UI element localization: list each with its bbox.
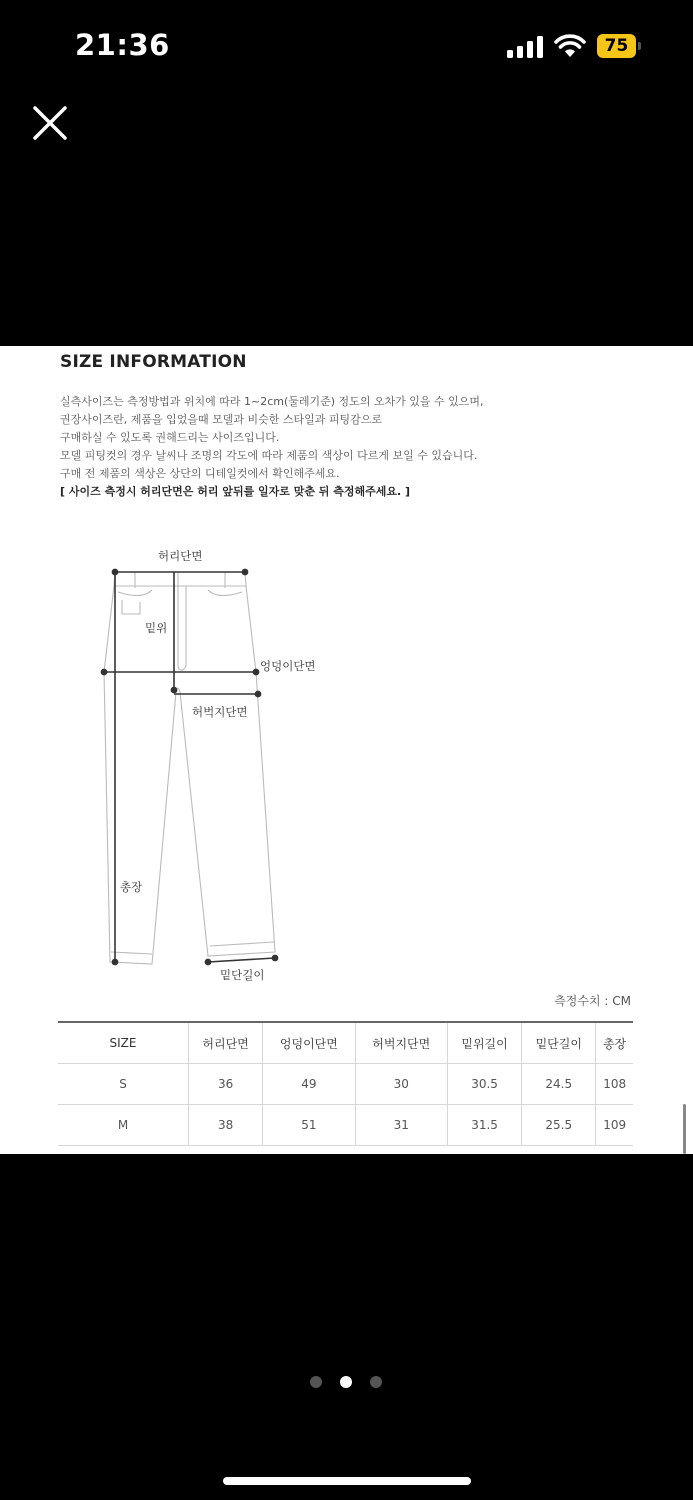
signal-icon <box>507 34 545 58</box>
status-bar <box>0 0 693 90</box>
description-line: 모델 피팅컷의 경우 날씨나 조명의 각도에 따라 제품의 색상이 다르게 보일 수 있습니다. <box>60 449 478 462</box>
description-line: 실측사이즈는 측정방법과 위치에 따라 1~2cm(둘레기준) 정도의 오차가 있을 수 있으며, <box>60 395 484 408</box>
table-header: SIZE <box>58 1022 189 1064</box>
status-time: 21:36 <box>75 28 170 62</box>
description-line: 구매하실 수 있도록 권해드리는 사이즈입니다. <box>60 431 280 444</box>
pants-illustration <box>90 542 350 992</box>
table-cell: 51 <box>263 1105 355 1146</box>
table-header-row <box>58 1022 633 1064</box>
description-line: 구매 전 제품의 색상은 상단의 디테일컷에서 확인해주세요. <box>60 467 340 480</box>
battery-icon <box>597 34 641 58</box>
table-cell: M <box>58 1105 189 1146</box>
close-icon[interactable] <box>30 103 70 143</box>
label-rise: 밑위 <box>145 621 168 635</box>
size-info-description <box>60 393 484 501</box>
label-hem: 밑단길이 <box>220 968 265 982</box>
table-cell: 38 <box>189 1105 263 1146</box>
table-row <box>58 1105 633 1146</box>
page-dot[interactable] <box>310 1376 322 1388</box>
page-dot-active[interactable] <box>340 1376 352 1388</box>
table-header: 엉덩이단면 <box>263 1022 355 1064</box>
battery-level: 75 <box>597 34 636 58</box>
page-dot[interactable] <box>370 1376 382 1388</box>
table-cell: 49 <box>263 1064 355 1105</box>
pants-diagram <box>90 542 350 992</box>
unit-label: 측정수치 : CM <box>554 994 631 1008</box>
table-row <box>58 1064 633 1105</box>
table-header: 밑단길이 <box>522 1022 596 1064</box>
table-cell: 108 <box>596 1064 633 1105</box>
size-info-image <box>0 346 693 1154</box>
home-indicator[interactable] <box>223 1477 471 1485</box>
table-cell: S <box>58 1064 189 1105</box>
wifi-icon <box>554 33 586 59</box>
table-cell: 30.5 <box>447 1064 521 1105</box>
label-thigh: 허벅지단면 <box>192 705 248 719</box>
table-cell: 24.5 <box>522 1064 596 1105</box>
table-header: 밑위길이 <box>447 1022 521 1064</box>
table-header: 총장 <box>596 1022 633 1064</box>
pagination-dots <box>310 1376 390 1390</box>
size-table <box>58 1021 633 1146</box>
table-cell: 31.5 <box>447 1105 521 1146</box>
label-waist: 허리단면 <box>158 549 203 563</box>
label-hip: 엉덩이단면 <box>260 659 316 673</box>
table-header: 허벅지단면 <box>355 1022 447 1064</box>
size-info-title: SIZE INFORMATION <box>60 352 247 372</box>
description-line: 권장사이즈란, 제품을 입었을때 모델과 비슷한 스타일과 피팅감으로 <box>60 413 383 426</box>
label-length: 총장 <box>120 880 143 894</box>
table-cell: 25.5 <box>522 1105 596 1146</box>
measurement-note: [ 사이즈 측정시 허리단면은 허리 앞뒤를 일자로 맞춘 뒤 측정해주세요. ] <box>60 485 411 498</box>
table-cell: 36 <box>189 1064 263 1105</box>
table-header: 허리단면 <box>189 1022 263 1064</box>
table-cell: 30 <box>355 1064 447 1105</box>
table-cell: 109 <box>596 1105 633 1146</box>
table-cell: 31 <box>355 1105 447 1146</box>
scrollbar[interactable] <box>683 1104 686 1154</box>
